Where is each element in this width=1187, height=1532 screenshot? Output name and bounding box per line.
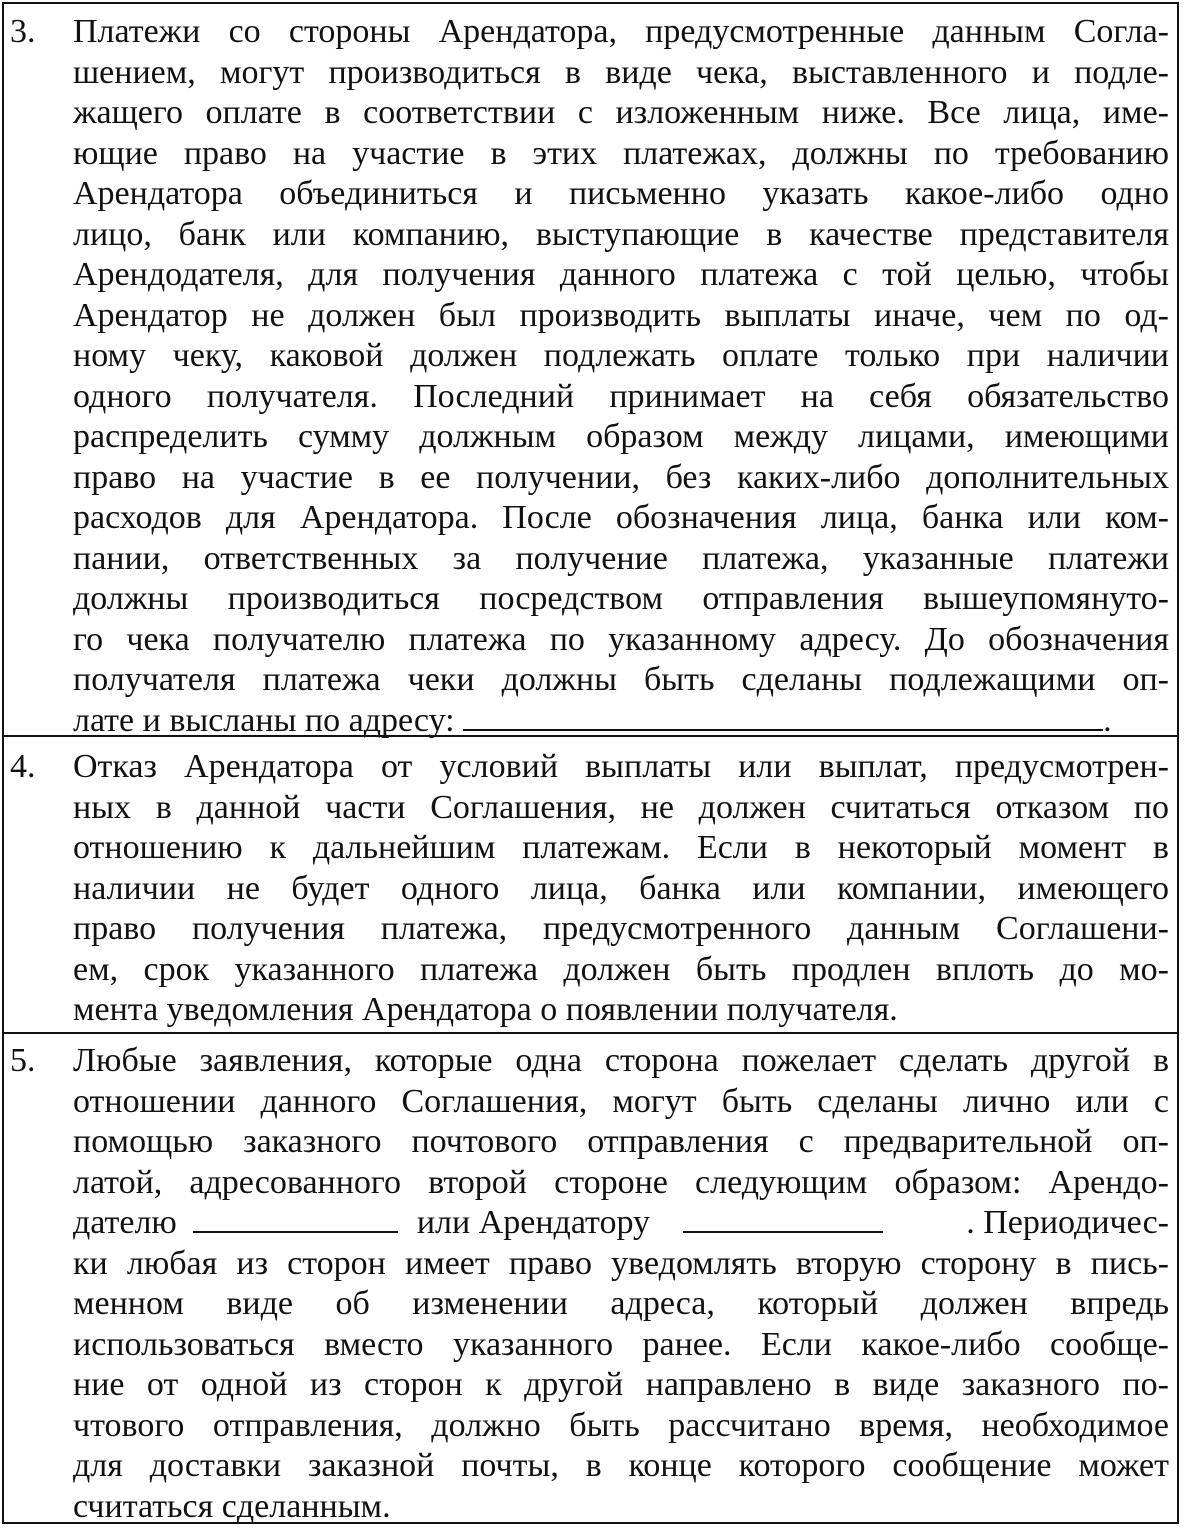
text-line: наличии не будет одного лица, банка или компании, имеющего: [73, 869, 1169, 907]
fill-in-blank-line: [683, 1203, 883, 1233]
clause-number: 3.: [10, 13, 36, 50]
text-line: жащего оплате в соответствии с изложенным ниже. Все лица, име-: [73, 94, 1169, 131]
text-line: Арендатора объединиться и письменно указать какое-либо одно: [73, 175, 1169, 212]
sentence-end: .: [1103, 701, 1112, 739]
text-line: распределить сумму должным образом между лицами, имеющими: [73, 418, 1169, 455]
text-line: отношении данного Соглашения, могут быть сделаны лично или с: [73, 1082, 1169, 1120]
fill-in-blank-line: [463, 701, 1103, 731]
text-line: шением, могут производиться в виде чека, выставленного и подле-: [73, 53, 1169, 91]
text-line: право получения платежа, предусмотренного данным Соглашени-: [73, 910, 1169, 947]
section-divider: [2, 1032, 1179, 1034]
address-label: лате и высланы по адресу:: [73, 701, 455, 739]
text-line: пании, ответственных за получение платежа, указанные платежи: [73, 539, 1169, 577]
text-line: отношению к дальнейшим платежам. Если в некоторый момент в: [73, 829, 1169, 866]
clause-number: 4.: [10, 748, 36, 785]
text-line: помощью заказного почтового отправления с предварительной оп-: [73, 1123, 1169, 1160]
text-line: менном виде об изменении адреса, который должен впредь: [73, 1285, 1169, 1322]
text-line: должны производиться посредством отправления вышеупомянуто-: [73, 580, 1169, 617]
text-line: считаться сделанным.: [73, 1487, 391, 1525]
tenant-label: или Арендатору: [416, 1204, 650, 1241]
text-line: одного получателя. Последний принимает на себя обязательство: [73, 377, 1169, 415]
clause-text: [73, 12, 1169, 741]
text-line: использоваться вместо указанного ранее. Если какое-либо сообще-: [73, 1325, 1169, 1363]
text-line: Отказ Арендатора от условий выплаты или выплат, предусмотрен-: [73, 748, 1169, 785]
landlord-label: дателю: [73, 1204, 177, 1241]
clause-text: [73, 747, 1169, 1031]
sentence-continuation: . Периодичес-: [966, 1204, 1169, 1241]
text-line: чтового отправления, должно быть рассчитано время, необходимое: [73, 1406, 1169, 1444]
text-line: латой, адресованного второй стороне следующим образом: Арендо-: [73, 1163, 1169, 1201]
text-line: ному чеку, каковой должен подлежать оплате только при наличии: [73, 337, 1169, 374]
text-line: Арендатор не должен был производить выплаты иначе, чем по од-: [73, 296, 1169, 334]
text-line: ние от одной из сторон к другой направлено в виде заказного по-: [73, 1366, 1169, 1403]
text-line: ных в данной части Соглашения, не должен считаться отказом по: [73, 788, 1169, 826]
text-line: ющие право на участие в этих платежах, должны по требованию: [73, 134, 1169, 172]
text-line: ем, срок указанного платежа должен быть продлен вплоть до мо-: [73, 950, 1169, 988]
text-line: Арендодателя, для получения данного платежа с той целью, чтобы: [73, 256, 1169, 293]
text-line: для доставки заказной почты, в конце которого сообщение может: [73, 1447, 1169, 1484]
text-line: го чека получателю платежа по указанному адресу. До обозначения: [73, 620, 1169, 658]
text-line: право на участие в ее получении, без каких-либо дополнительных: [73, 458, 1169, 496]
text-line: [73, 1203, 1169, 1244]
text-line: мента уведомления Арендатора о появлении получателя.: [73, 991, 898, 1028]
clause-number: 5.: [10, 1042, 36, 1079]
text-line: расходов для Арендатора. После обозначения лица, банка или ком-: [73, 499, 1169, 536]
text-line: ки любая из сторон имеет право уведомлять вторую сторону в пись-: [73, 1244, 1169, 1282]
text-line: Любые заявления, которые одна сторона пожелает сделать другой в: [73, 1042, 1169, 1079]
clause-text: [73, 1041, 1169, 1527]
text-line: [73, 701, 1169, 742]
text-line: лицо, банк или компанию, выступающие в качестве представителя: [73, 215, 1169, 253]
fill-in-blank-line: [193, 1203, 398, 1233]
text-line: Платежи со стороны Арендатора, предусмотренные данным Согла-: [73, 13, 1169, 50]
text-line: получателя платежа чеки должны быть сделаны подлежащими оп-: [73, 661, 1169, 698]
